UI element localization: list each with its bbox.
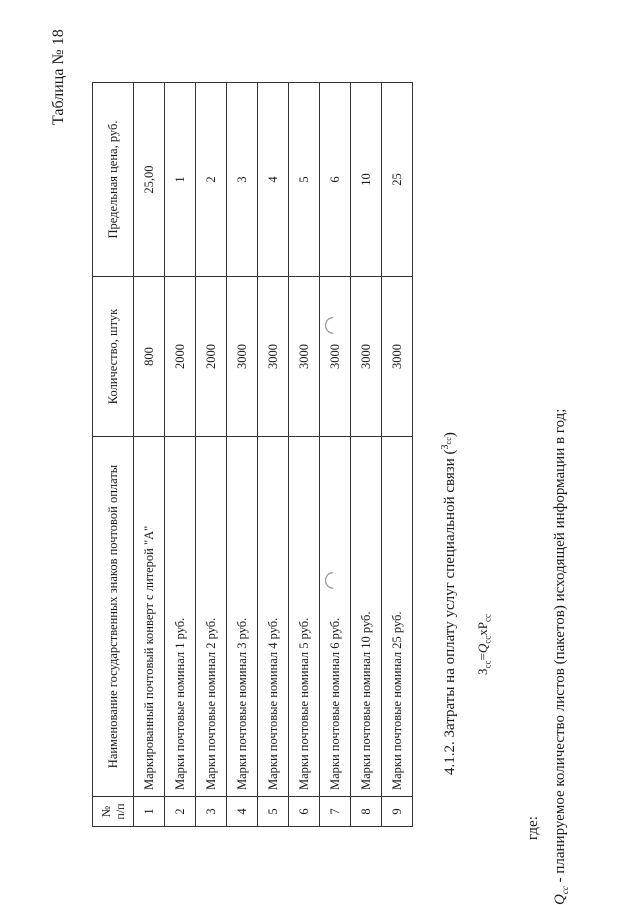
definition-symbol: Q xyxy=(552,894,568,905)
row-price: 1 xyxy=(165,83,196,277)
row-number: 1 xyxy=(134,797,165,827)
section-text: 4.1.2. Затраты на оплату услуг специальной связи ( xyxy=(442,449,458,775)
row-name: Марки почтовые номинал 6 руб. xyxy=(320,437,351,797)
section-close: ) xyxy=(442,432,458,438)
table-header-row xyxy=(93,83,134,827)
row-number: 5 xyxy=(258,797,289,827)
table-row xyxy=(382,83,413,827)
punch-hole-mark: ◠ xyxy=(320,315,345,335)
header-quantity: Количество, штук xyxy=(93,277,134,437)
row-quantity: 3000 xyxy=(320,277,351,437)
where-label: где: xyxy=(525,816,541,840)
row-quantity: 800 xyxy=(134,277,165,437)
row-name: Марки почтовые номинал 3 руб. xyxy=(227,437,258,797)
table-row xyxy=(165,83,196,827)
section-symbol-sub: сс xyxy=(444,437,453,445)
row-price: 25 xyxy=(382,83,413,277)
table-row xyxy=(134,83,165,827)
row-quantity: 3000 xyxy=(227,277,258,437)
formula-lhs-sub: сс xyxy=(482,660,493,669)
table-caption: Таблица № 18 xyxy=(50,29,67,125)
stamps-table xyxy=(92,82,413,827)
formula-q: Q xyxy=(475,643,490,654)
row-number: 9 xyxy=(382,797,413,827)
header-number-sign: № xyxy=(99,805,113,818)
variable-definition xyxy=(552,409,570,905)
row-name: Марки почтовые номинал 1 руб. xyxy=(165,437,196,797)
row-name: Марки почтовые номинал 25 руб. xyxy=(382,437,413,797)
row-price: 10 xyxy=(351,83,382,277)
row-name: Марки почтовые номинал 5 руб. xyxy=(289,437,320,797)
row-quantity: 2000 xyxy=(165,277,196,437)
header-name: Наименование государственных знаков почтовой оплаты xyxy=(93,437,134,797)
row-number: 8 xyxy=(351,797,382,827)
table-row xyxy=(196,83,227,827)
row-name: Марки почтовые номинал 4 руб. xyxy=(258,437,289,797)
formula-lhs: З xyxy=(475,668,490,675)
row-number: 4 xyxy=(227,797,258,827)
punch-hole-mark: ◠ xyxy=(320,570,345,590)
row-number: 7 xyxy=(320,797,351,827)
row-price: 6 xyxy=(320,83,351,277)
row-price: 5 xyxy=(289,83,320,277)
definition-text: - планируемое количество листов (пакетов) исходящей информации в год; xyxy=(552,408,568,887)
row-price: 4 xyxy=(258,83,289,277)
section-heading xyxy=(440,432,459,775)
definition-symbol-sub: сс xyxy=(560,886,570,895)
row-quantity: 2000 xyxy=(196,277,227,437)
table-row xyxy=(227,83,258,827)
row-quantity: 3000 xyxy=(351,277,382,437)
row-number: 3 xyxy=(196,797,227,827)
formula-p-sub: сс xyxy=(482,614,493,623)
formula-q-sub: сс xyxy=(482,635,493,644)
section-symbol: З xyxy=(440,444,451,450)
table-row xyxy=(320,83,351,827)
row-price: 3 xyxy=(227,83,258,277)
table-row xyxy=(289,83,320,827)
header-price: Предельная цена, руб. xyxy=(93,83,134,277)
table-row xyxy=(351,83,382,827)
row-quantity: 3000 xyxy=(258,277,289,437)
row-number: 6 xyxy=(289,797,320,827)
cost-formula xyxy=(475,614,493,675)
row-name: Маркированный почтовый конверт с литерой "А" xyxy=(134,437,165,797)
row-number: 2 xyxy=(165,797,196,827)
formula-times: x xyxy=(475,629,490,636)
table-row xyxy=(258,83,289,827)
row-price: 25,00 xyxy=(134,83,165,277)
row-name: Марки почтовые номинал 10 руб. xyxy=(351,437,382,797)
row-price: 2 xyxy=(196,83,227,277)
header-number-order: п/п xyxy=(113,803,127,820)
row-quantity: 3000 xyxy=(289,277,320,437)
row-name: Марки почтовые номинал 2 руб. xyxy=(196,437,227,797)
row-quantity: 3000 xyxy=(382,277,413,437)
header-number xyxy=(93,797,134,827)
formula-eq: = xyxy=(475,653,490,661)
formula-p: P xyxy=(475,622,490,630)
